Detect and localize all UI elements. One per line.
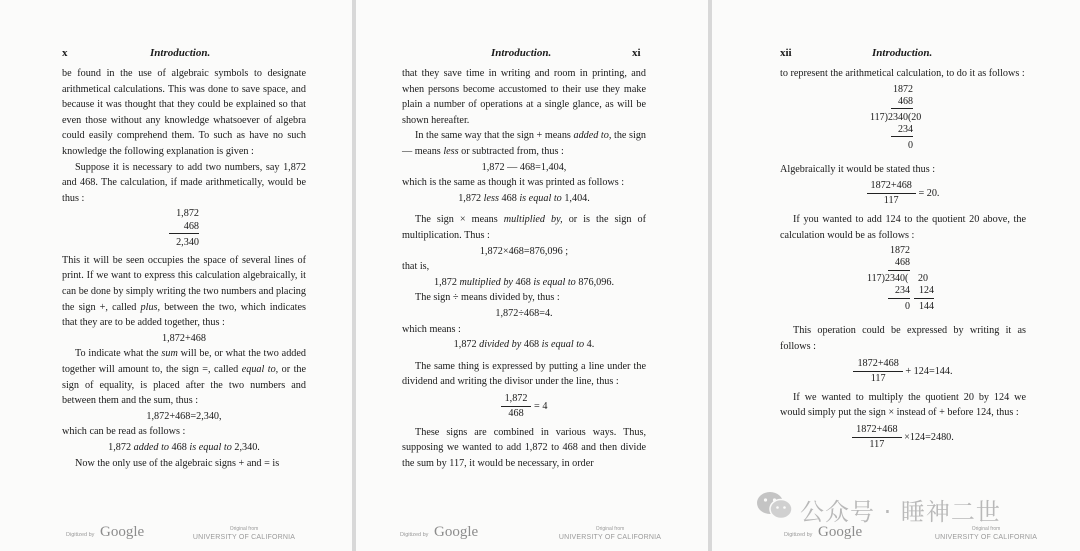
division-calculation [780, 243, 1026, 323]
text: 1,872 [434, 276, 457, 288]
text: 1,872 [458, 192, 482, 204]
numerator: 1,872 [501, 392, 532, 407]
page-body [780, 66, 1026, 452]
calc-line: 234 [891, 124, 913, 138]
university-label: UNIVERSITY OF CALIFORNIA [558, 534, 662, 541]
paragraph: The sign ÷ means divided by, thus : [415, 292, 560, 304]
paragraph: that is, [402, 261, 430, 273]
calc-result: 0 [908, 139, 913, 151]
italic-term: divided by [479, 339, 522, 351]
equation [402, 275, 646, 291]
watermark [756, 486, 1056, 532]
text: the sign — means [402, 130, 647, 157]
page-title: Introduction. [872, 47, 933, 59]
calc-line: 117)2340( [867, 273, 909, 285]
page-body [62, 66, 306, 471]
fraction-result: = 4 [534, 400, 548, 412]
paragraph: These signs are combined in various ways. Thus, supposing we wanted to add 1,872 to 468 and then divide the sum by 117, it would be necessary, in order [402, 426, 646, 470]
text: 468 [171, 441, 187, 453]
google-logo: Google [434, 524, 479, 540]
text: 876,096. [578, 276, 614, 288]
calc-result: 2,340 [176, 237, 199, 249]
page-title: Introduction. [491, 47, 552, 59]
wechat-icon [756, 490, 794, 522]
fraction-result: = 20. [918, 188, 940, 200]
equation [62, 440, 306, 456]
equation: 1,872+468=2,340, [146, 410, 222, 422]
italic-term: added to, [573, 130, 612, 142]
paragraph: which is the same as though it was printed as follows : [402, 177, 625, 189]
original-from-label: Original from [595, 526, 625, 532]
text: 1,872 [453, 339, 477, 351]
calc-line: 234 [888, 285, 910, 299]
digitized-by-label: Digitized by [400, 532, 429, 538]
calc-line: 1,872 [176, 208, 199, 220]
paragraph [62, 346, 306, 408]
fraction [852, 423, 901, 452]
denominator: 117 [870, 372, 886, 384]
text: To indicate what the [75, 348, 159, 360]
page-body [402, 66, 646, 472]
italic-term: added to [133, 441, 169, 453]
italic-term: less [483, 192, 499, 204]
italic-term: sum [161, 348, 178, 360]
equation: 1,872×468=876,096 ; [479, 245, 569, 257]
text: or is the sign of multiplication. Thus : [402, 214, 647, 241]
equation: 1,872+468 [162, 332, 206, 344]
page-xii [712, 0, 1080, 551]
text: 468 [523, 339, 540, 351]
fraction-equation [780, 357, 1026, 386]
fraction-result: ×124=2480. [904, 431, 954, 443]
calc-line: 1872 [893, 83, 913, 95]
fraction [853, 357, 902, 386]
calc-line: 468 [891, 96, 913, 110]
text: The sign × means [415, 214, 498, 226]
paragraph [402, 212, 646, 243]
text: In the same way that the sign + means [415, 130, 571, 142]
paragraph: which means : [402, 323, 461, 335]
google-logo: Google [100, 524, 145, 540]
fraction [501, 392, 532, 421]
paragraph: be found in the use of algebraic symbols to designate arithmetical calculations. This was done to save space, and because it was thought that they could be explained so that even those without any knowledge whatsoever of algebra could easily comprehend them. To such as have no such knowledge the following explanation is given : [62, 68, 306, 157]
calc-line: 468 [169, 221, 199, 235]
digitized-by-label: Digitized by [784, 532, 813, 538]
page-number: xi [632, 47, 641, 59]
denominator: 117 [883, 195, 899, 207]
text: 1,872 [108, 441, 132, 453]
italic-term: multiplied by [459, 276, 513, 288]
calc-result: 144 [919, 301, 934, 313]
paragraph: This operation could be expressed by writing it as follows : [780, 325, 1026, 352]
google-logo: Google [818, 524, 863, 540]
paragraph [402, 128, 646, 159]
paragraph: which can be read as follows : [62, 426, 186, 438]
calc-result: 0 [905, 301, 910, 313]
fraction-result: + 124=144. [905, 365, 953, 377]
italic-term: plus, [140, 301, 161, 313]
text: 468 [501, 192, 517, 204]
numerator: 1872+468 [852, 423, 901, 438]
text: 1,404. [564, 192, 590, 204]
numerator: 1872+468 [853, 357, 902, 372]
paragraph: Algebraically it would be stated thus : [780, 163, 936, 175]
fraction [867, 179, 916, 208]
calc-line: 1872 [890, 245, 910, 257]
calc-line: 20 [918, 273, 928, 285]
digitized-by-label: Digitized by [66, 532, 95, 538]
paragraph: If we wanted to multiply the quotient 20 by 124 we would simply put the sign × instead of + before 124, thus : [780, 391, 1026, 419]
addition-calculation [169, 208, 199, 250]
equation [402, 337, 646, 353]
page-xi [356, 0, 708, 551]
calc-line: 468 [888, 257, 910, 271]
italic-term: is equal to [541, 339, 585, 351]
page-number: x [62, 47, 68, 59]
italic-term: multiplied by, [503, 214, 563, 226]
denominator: 117 [869, 438, 885, 450]
italic-term: is equal to [189, 441, 232, 453]
italic-term: is equal to [519, 192, 562, 204]
italic-term: less [443, 145, 459, 157]
page-title: Introduction. [150, 47, 211, 59]
equation: 1,872 — 468=1,404, [481, 161, 567, 173]
fraction-equation [780, 423, 1026, 452]
paragraph [62, 253, 306, 331]
paragraph: Now the only use of the algebraic signs + and = is [75, 457, 280, 469]
original-from-label: Original from [971, 526, 1001, 532]
italic-term: equal to, [241, 364, 279, 375]
paragraph: If you wanted to add 124 to the quotient 20 above, the calculation would be as follows : [780, 214, 1026, 241]
text: 4. [586, 339, 595, 351]
page-x [0, 0, 352, 551]
numerator: 1872+468 [867, 179, 916, 194]
page-number: xii [780, 47, 792, 59]
denominator: 468 [508, 407, 524, 419]
text: or the sign of equality, is placed after the two numbers and between them and the sum, thus : [62, 364, 307, 407]
university-label: UNIVERSITY OF CALIFORNIA [192, 534, 296, 541]
fraction-equation [402, 392, 646, 421]
calc-line: 124 [914, 285, 934, 299]
paragraph: that they save time in writing and room in printing, and when persons become accustomed to their use they make plain a number of operations at a single glance, as will be shown hereafter. [402, 68, 646, 126]
fraction-equation [780, 179, 1026, 208]
calc-line: 117)2340(20 [870, 111, 922, 123]
text: 2,340. [234, 441, 260, 453]
paragraph: The same thing is expressed by putting a line under the dividend and writing the divisor under the line, thus : [402, 360, 646, 388]
text: between the two, which indicates that they are to be added together, thus : [62, 301, 306, 329]
university-label: UNIVERSITY OF CALIFORNIA [934, 534, 1038, 541]
equation: 1,872÷468=4. [495, 307, 553, 319]
paragraph: Suppose it is necessary to add two numbers, say 1,872 and 468. The calculation, if made arithmetically, would be thus : [62, 161, 306, 204]
text: 468 [515, 276, 531, 288]
italic-term: is equal to [533, 276, 576, 288]
watermark-text: 公众号 · 睡神二世 [800, 498, 1001, 526]
original-from-label: Original from [229, 526, 259, 532]
paragraph: to represent the arithmetical calculation, to do it as follows : [780, 68, 1025, 79]
text: This it will be seen occupies the space of several lines of print. If we want to express this calculation algebraically, it can be done by simply writing the two numbers and placing the sign +, called [62, 254, 306, 313]
division-calculation [780, 82, 1026, 162]
equation [402, 191, 646, 207]
text: will be, or what the two added together will amount to, the sign =, called [62, 348, 306, 375]
text: or subtracted from, thus : [461, 145, 564, 157]
